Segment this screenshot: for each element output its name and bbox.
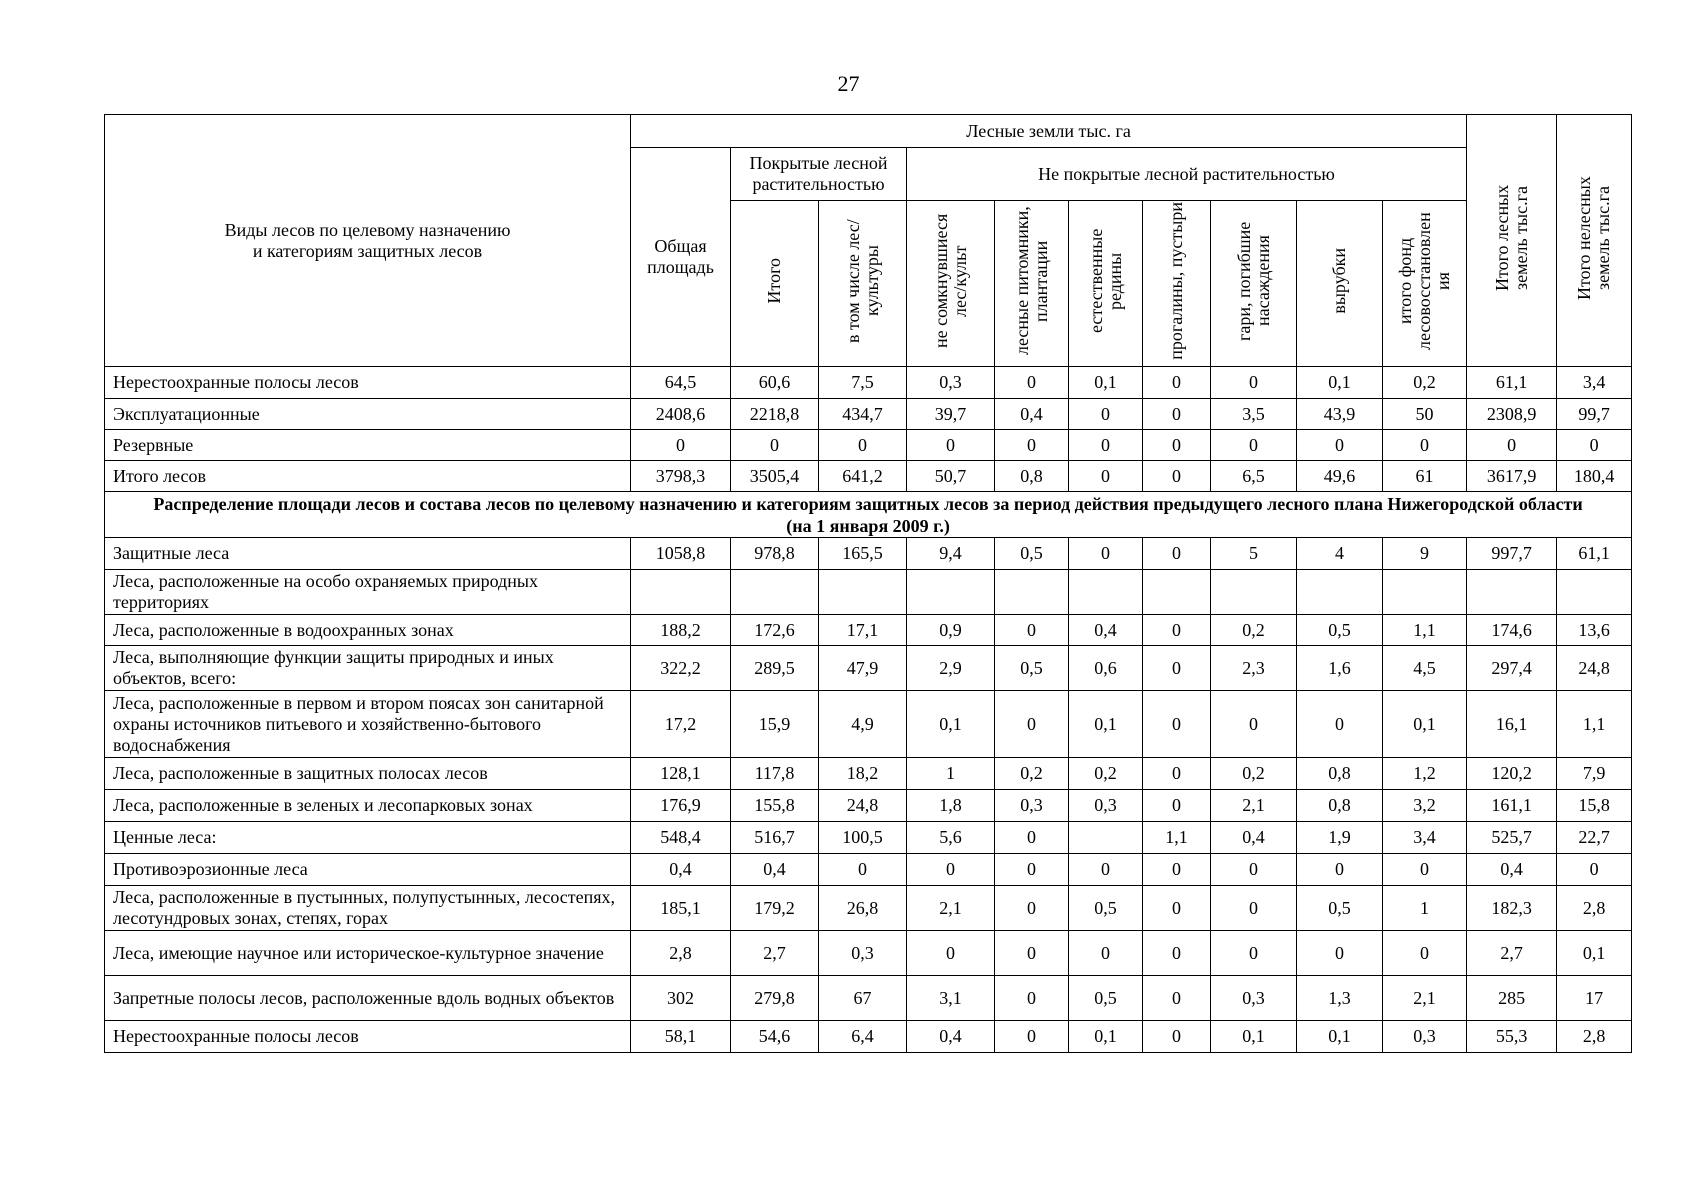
table-cell: 179,2 (731, 886, 819, 931)
table-cell: 2308,9 (1467, 399, 1557, 430)
table-row (105, 854, 1632, 886)
table-cell: 16,1 (1467, 691, 1557, 758)
table-cell: 0,2 (1211, 758, 1297, 790)
table-cell: 0,5 (1297, 886, 1383, 931)
table-row (105, 822, 1632, 854)
row-label: Леса, имеющие научное или историческое-культурное значение (105, 931, 631, 976)
table-cell: 174,6 (1467, 615, 1557, 646)
row-label: Леса, выполняющие функции защиты природных и иных объектов, всего: (105, 646, 631, 691)
table-cell: 289,5 (731, 646, 819, 691)
row-label: Противоэрозионные леса (105, 854, 631, 886)
table-cell: 0,4 (907, 1021, 995, 1053)
table-cell: 26,8 (819, 886, 907, 931)
table-cell: 978,8 (731, 538, 819, 570)
table-cell: 0 (995, 822, 1069, 854)
table-cell: 0 (1143, 886, 1211, 931)
table-cell: 0,5 (1069, 976, 1143, 1021)
table-cell: 17,2 (631, 691, 731, 758)
table-cell: 0,5 (995, 538, 1069, 570)
table-row (105, 758, 1632, 790)
row-label: Леса, расположенные в пустынных, полупустынных, лесостепях, лесотундровых зонах, степях, горах (105, 886, 631, 931)
table-cell: 0 (995, 931, 1069, 976)
table-cell: 0 (1143, 854, 1211, 886)
table-cell (1143, 570, 1211, 615)
table-cell: 0 (1211, 931, 1297, 976)
table-cell: 0,4 (995, 399, 1069, 430)
table-cell: 1,1 (1143, 822, 1211, 854)
table-cell: 39,7 (907, 399, 995, 430)
table-cell: 0,4 (1467, 854, 1557, 886)
table-row (105, 538, 1632, 570)
table-cell: 0 (1069, 538, 1143, 570)
table-cell: 5,6 (907, 822, 995, 854)
table-row (105, 1021, 1632, 1053)
table-cell: 2,8 (1557, 1021, 1632, 1053)
table-cell: 0 (1143, 615, 1211, 646)
table-cell: 60,6 (731, 367, 819, 399)
table-cell: 0 (907, 430, 995, 461)
table-cell: 3,4 (1557, 367, 1632, 399)
table-row (105, 691, 1632, 758)
table-cell: 3617,9 (1467, 461, 1557, 492)
table-cell: 0 (1069, 854, 1143, 886)
header-forest-lands: Лесные земли тыс. га (631, 115, 1467, 148)
table-cell: 0 (995, 430, 1069, 461)
table-cell: 516,7 (731, 822, 819, 854)
table-cell: 0,2 (1383, 367, 1467, 399)
table-cell: 9,4 (907, 538, 995, 570)
table-cell: 3,2 (1383, 790, 1467, 822)
table-cell: 1,1 (1383, 615, 1467, 646)
table-cell (631, 570, 731, 615)
table-cell: 2,7 (1467, 931, 1557, 976)
table-cell (819, 570, 907, 615)
row-label: Леса, расположенные в защитных полосах лесов (105, 758, 631, 790)
table-cell: 0,1 (1383, 691, 1467, 758)
table-cell: 49,6 (1297, 461, 1383, 492)
table-cell: 0 (1143, 430, 1211, 461)
table-cell: 0,3 (1383, 1021, 1467, 1053)
table-cell (1069, 570, 1143, 615)
row-label: Нерестоохранные полосы лесов (105, 367, 631, 399)
table-cell: 7,9 (1557, 758, 1632, 790)
table-cell: 3,5 (1211, 399, 1297, 430)
table-cell: 0 (1143, 461, 1211, 492)
table-cell: 58,1 (631, 1021, 731, 1053)
table-cell: 185,1 (631, 886, 731, 931)
table-cell: 1,9 (1297, 822, 1383, 854)
row-label: Эксплуатационные (105, 399, 631, 430)
table-cell: 24,8 (1557, 646, 1632, 691)
table-cell: 0,3 (995, 790, 1069, 822)
table-cell: 0,6 (1069, 646, 1143, 691)
table-cell: 0,1 (1069, 691, 1143, 758)
table-cell: 0 (1383, 854, 1467, 886)
table-cell: 2,8 (1557, 886, 1632, 931)
table-cell: 2,7 (731, 931, 819, 976)
table-cell: 0 (1143, 646, 1211, 691)
row-label: Запретные полосы лесов, расположенные вдоль водных объектов (105, 976, 631, 1021)
table-cell: 55,3 (1467, 1021, 1557, 1053)
table-cell: 1,6 (1297, 646, 1383, 691)
table-cell: 4,5 (1383, 646, 1467, 691)
table-cell: 67 (819, 976, 907, 1021)
table-cell: 0 (995, 615, 1069, 646)
table-cell: 0,2 (1069, 758, 1143, 790)
row-label: Леса, расположенные в первом и втором поясах зон санитарной охраны источников питьевого и хозяйственно-бытового водоснабжения (105, 691, 631, 758)
table-cell (995, 570, 1069, 615)
table-cell: 0,8 (1297, 790, 1383, 822)
table-cell: 1,3 (1297, 976, 1383, 1021)
table-cell: 0,8 (995, 461, 1069, 492)
table-cell: 188,2 (631, 615, 731, 646)
table-cell: 0 (1143, 691, 1211, 758)
row-label: Итого лесов (105, 461, 631, 492)
table-cell: 0 (1069, 399, 1143, 430)
table-cell: 17 (1557, 976, 1632, 1021)
table-cell: 0,3 (907, 367, 995, 399)
table-cell: 0 (995, 976, 1069, 1021)
table-cell: 172,6 (731, 615, 819, 646)
table-cell: 61 (1383, 461, 1467, 492)
table-cell: 1,2 (1383, 758, 1467, 790)
table-cell: 7,5 (819, 367, 907, 399)
table-cell: 0 (995, 854, 1069, 886)
table-cell: 0 (819, 854, 907, 886)
table-cell: 3,1 (907, 976, 995, 1021)
header-total-area: Общая площадь (631, 148, 731, 367)
header-total-forest: Итого лесных земель тыс.га (1467, 115, 1557, 367)
table-cell: 18,2 (819, 758, 907, 790)
table-cell: 0 (995, 691, 1069, 758)
table-cell (1069, 822, 1143, 854)
table-cell: 61,1 (1467, 367, 1557, 399)
table-cell: 548,4 (631, 822, 731, 854)
table-cell: 64,5 (631, 367, 731, 399)
table-cell: 1,1 (1557, 691, 1632, 758)
table-cell: 0,3 (1211, 976, 1297, 1021)
table-cell: 0 (1143, 976, 1211, 1021)
table-cell: 0 (1383, 931, 1467, 976)
table-cell: 1,8 (907, 790, 995, 822)
table-cell: 4 (1297, 538, 1383, 570)
table-cell: 279,8 (731, 976, 819, 1021)
table-cell: 0 (1211, 691, 1297, 758)
header-nc-nurseries: лесные питомники, плантации (995, 201, 1069, 367)
table-cell: 0 (1143, 1021, 1211, 1053)
table-cell: 0,8 (1297, 758, 1383, 790)
table-cell: 0 (1383, 430, 1467, 461)
header-total-nonforest: Итого нелесных земель тыс.га (1557, 115, 1632, 367)
table-cell (1557, 570, 1632, 615)
table-cell: 0 (1069, 931, 1143, 976)
table-cell: 0 (1211, 430, 1297, 461)
table-cell: 0,2 (1211, 615, 1297, 646)
table-cell: 22,7 (1557, 822, 1632, 854)
table-cell: 47,9 (819, 646, 907, 691)
table-cell: 0 (995, 886, 1069, 931)
table-cell: 0 (1143, 790, 1211, 822)
table-cell: 0,1 (1211, 1021, 1297, 1053)
table-cell: 5 (1211, 538, 1297, 570)
table-cell: 302 (631, 976, 731, 1021)
table-cell: 0 (1557, 430, 1632, 461)
table-cell: 0,4 (1211, 822, 1297, 854)
table-body-bottom (105, 538, 1632, 1053)
table-cell: 0 (907, 854, 995, 886)
table-cell: 0 (819, 430, 907, 461)
header-stub: Виды лесов по целевому назначению и категориям защитных лесов (105, 115, 631, 367)
table-cell (1383, 570, 1467, 615)
header-covered-total: Итого (731, 201, 819, 367)
table-cell: 182,3 (1467, 886, 1557, 931)
table-row (105, 367, 1632, 399)
table-row (105, 615, 1632, 646)
header-nc-total: итого фонд лесовосстановлен ия (1383, 201, 1467, 367)
table-cell: 0,5 (1297, 615, 1383, 646)
table-cell: 2,1 (1383, 976, 1467, 1021)
table-cell: 54,6 (731, 1021, 819, 1053)
table-cell: 0,2 (995, 758, 1069, 790)
table-cell: 50,7 (907, 461, 995, 492)
table-cell: 0,1 (1069, 1021, 1143, 1053)
table-cell: 2,9 (907, 646, 995, 691)
table-cell: 0 (995, 1021, 1069, 1053)
table-cell: 9 (1383, 538, 1467, 570)
table-cell: 0 (1297, 931, 1383, 976)
table-row (105, 976, 1632, 1021)
table-row (105, 399, 1632, 430)
table-cell: 180,4 (1557, 461, 1632, 492)
row-label: Ценные леса: (105, 822, 631, 854)
row-label: Леса, расположенные в водоохранных зонах (105, 615, 631, 646)
table-cell: 0 (1143, 538, 1211, 570)
table-cell: 4,9 (819, 691, 907, 758)
table-cell: 0,1 (1297, 367, 1383, 399)
table-cell: 0,1 (1297, 1021, 1383, 1053)
section-title: Распределение площади лесов и состава лесов по целевому назначению и категориям защитных лесов за период действия предыдущего лесного плана Нижегородской области (на 1 января 2009 г.) (105, 492, 1632, 538)
table-row (105, 430, 1632, 461)
table-cell: 0 (731, 430, 819, 461)
table-cell: 0 (631, 430, 731, 461)
table-cell: 100,5 (819, 822, 907, 854)
table-cell (1467, 570, 1557, 615)
table-cell: 285 (1467, 976, 1557, 1021)
table-cell: 525,7 (1467, 822, 1557, 854)
row-label: Леса, расположенные в зеленых и лесопарковых зонах (105, 790, 631, 822)
table-cell: 43,9 (1297, 399, 1383, 430)
table-cell: 0 (1069, 430, 1143, 461)
table-cell: 0 (1143, 931, 1211, 976)
table-cell: 3505,4 (731, 461, 819, 492)
table-cell: 6,5 (1211, 461, 1297, 492)
table-cell: 434,7 (819, 399, 907, 430)
table-cell: 0,4 (631, 854, 731, 886)
table-cell: 13,6 (1557, 615, 1632, 646)
table-cell: 6,4 (819, 1021, 907, 1053)
header-nc-cuttings: вырубки (1297, 201, 1383, 367)
table-cell: 0 (1069, 461, 1143, 492)
header-nc-unclosed: не сомкнувшиеся лес/культ (907, 201, 995, 367)
table-cell: 0,4 (731, 854, 819, 886)
table-cell: 0 (907, 931, 995, 976)
table-cell: 17,1 (819, 615, 907, 646)
row-label: Защитные леса (105, 538, 631, 570)
table-cell: 0 (1297, 430, 1383, 461)
table-cell: 0,1 (1557, 931, 1632, 976)
table-cell: 165,5 (819, 538, 907, 570)
table-cell: 297,4 (1467, 646, 1557, 691)
table-cell (1297, 570, 1383, 615)
table-body-top (105, 367, 1632, 492)
table-cell: 99,7 (1557, 399, 1632, 430)
table-cell: 120,2 (1467, 758, 1557, 790)
table-cell: 1 (1383, 886, 1467, 931)
table-cell: 2218,8 (731, 399, 819, 430)
row-label: Леса, расположенные на особо охраняемых природных территориях (105, 570, 631, 615)
section-block (105, 492, 1632, 538)
table-cell: 1 (907, 758, 995, 790)
table-cell: 641,2 (819, 461, 907, 492)
table-row (105, 646, 1632, 691)
table-cell: 0 (1297, 854, 1383, 886)
header-nc-glades: прогалины, пустыри (1143, 201, 1211, 367)
table-cell: 0,4 (1069, 615, 1143, 646)
table-cell: 2,8 (631, 931, 731, 976)
table-cell: 322,2 (631, 646, 731, 691)
table-cell: 2,1 (1211, 790, 1297, 822)
table-cell: 0,5 (1069, 886, 1143, 931)
table-cell: 176,9 (631, 790, 731, 822)
table-row (105, 931, 1632, 976)
table-cell: 0 (1211, 367, 1297, 399)
table-row (105, 570, 1632, 615)
table-cell: 0 (1467, 430, 1557, 461)
table-cell: 997,7 (1467, 538, 1557, 570)
row-label: Нерестоохранные полосы лесов (105, 1021, 631, 1053)
table-cell (907, 570, 995, 615)
table-cell: 0,9 (907, 615, 995, 646)
header-not-covered: Не покрытые лесной растительностью (907, 148, 1467, 201)
header-nc-burnt: гари, погибшие насаждения (1211, 201, 1297, 367)
table-cell: 0 (1211, 886, 1297, 931)
table-cell: 0 (1211, 854, 1297, 886)
table-cell: 0,5 (995, 646, 1069, 691)
table-cell: 50 (1383, 399, 1467, 430)
table-cell: 0 (995, 367, 1069, 399)
table-header (105, 115, 1632, 367)
table-row (105, 461, 1632, 492)
table-cell: 1058,8 (631, 538, 731, 570)
table-cell: 0 (1143, 758, 1211, 790)
table-cell: 2408,6 (631, 399, 731, 430)
table-cell (1211, 570, 1297, 615)
table-cell: 0,1 (907, 691, 995, 758)
table-cell: 3798,3 (631, 461, 731, 492)
table-cell: 155,8 (731, 790, 819, 822)
table-cell (731, 570, 819, 615)
table-row (105, 886, 1632, 931)
table-cell: 161,1 (1467, 790, 1557, 822)
table-row (105, 790, 1632, 822)
table-cell: 61,1 (1557, 538, 1632, 570)
table-cell: 24,8 (819, 790, 907, 822)
table-cell: 0 (1143, 367, 1211, 399)
table-cell: 0 (1557, 854, 1632, 886)
table-cell: 128,1 (631, 758, 731, 790)
header-covered-cult: в том числе лес/культуры (819, 201, 907, 367)
header-nc-sparse: естественные редины (1069, 201, 1143, 367)
table-cell: 0,3 (819, 931, 907, 976)
table-cell: 117,8 (731, 758, 819, 790)
table-cell: 15,8 (1557, 790, 1632, 822)
row-label: Резервные (105, 430, 631, 461)
table-cell: 0,3 (1069, 790, 1143, 822)
header-covered: Покрытые лесной растительностью (731, 148, 907, 201)
page-number: 27 (837, 71, 860, 96)
table-cell: 2,3 (1211, 646, 1297, 691)
table-cell: 2,1 (907, 886, 995, 931)
table-cell: 0 (1143, 399, 1211, 430)
table-cell: 15,9 (731, 691, 819, 758)
forest-area-table (104, 114, 1632, 1053)
table-cell: 0,1 (1069, 367, 1143, 399)
table-cell: 0 (1297, 691, 1383, 758)
table-cell: 3,4 (1383, 822, 1467, 854)
